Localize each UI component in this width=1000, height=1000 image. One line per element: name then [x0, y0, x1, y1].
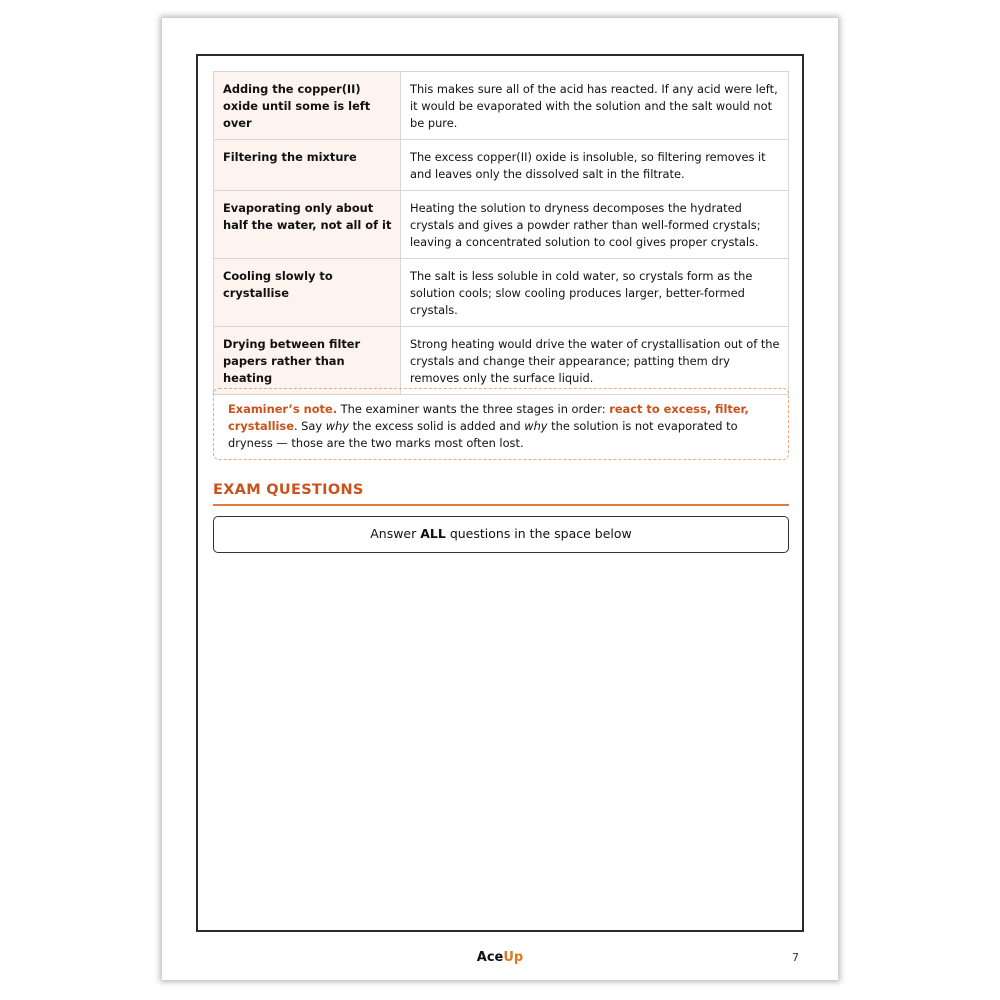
- table-row: [214, 72, 789, 140]
- instruction-text: Answer: [370, 526, 421, 541]
- examiner-note-text: the solution is not evaporated to dryness — those are the two marks most often lost.: [228, 419, 738, 450]
- examiner-note-text: the excess solid is added and: [349, 419, 525, 433]
- instruction-emphasis: ALL: [420, 526, 446, 541]
- step-cell: Drying between filter papers rather than heating: [214, 327, 401, 395]
- examiner-note-emphasis: why: [524, 419, 548, 433]
- step-cell: Adding the copper(II) oxide until some is left over: [214, 72, 401, 140]
- step-cell: Filtering the mixture: [214, 140, 401, 191]
- steps-reasons-table: [213, 71, 789, 395]
- instruction-text: questions in the space below: [445, 526, 632, 541]
- brand-logo: [440, 950, 560, 965]
- examiner-note-stages: react to excess, filter, crystallise: [228, 402, 749, 433]
- table-row: [214, 191, 789, 259]
- reason-cell: Strong heating would drive the water of crystallisation out of the crystals and change their appearance; patting them dry removes only the surface liquid.: [401, 327, 789, 395]
- examiner-note-emphasis: why: [325, 419, 350, 433]
- reason-cell: The salt is less soluble in cold water, so crystals form as the solution cools; slow cooling produces larger, better-formed crystals.: [401, 259, 789, 327]
- page-number: 7: [792, 951, 799, 964]
- reason-cell: This makes sure all of the acid has reacted. If any acid were left, it would be evaporated with the solution and the salt would not be pure.: [401, 72, 789, 140]
- examiner-note-text: The examiner wants the three stages in order:: [337, 402, 610, 416]
- examiner-note-lead: Examiner’s note.: [228, 402, 338, 416]
- reason-cell: The excess copper(II) oxide is insoluble, so filtering removes it and leaves only the dissolved salt in the filtrate.: [401, 140, 789, 191]
- answer-instruction-box: [213, 516, 789, 553]
- step-cell: Cooling slowly to crystallise: [214, 259, 401, 327]
- examiner-note: [213, 388, 789, 460]
- table-row: [214, 327, 789, 395]
- exam-questions-heading: EXAM QUESTIONS: [213, 482, 789, 506]
- brand-logo-part2: Up: [503, 950, 524, 965]
- reason-cell: Heating the solution to dryness decomposes the hydrated crystals and gives a powder rather than well-formed crystals; leaving a concentrated solution to cool gives proper crystals.: [401, 191, 789, 259]
- step-cell: Evaporating only about half the water, not all of it: [214, 191, 401, 259]
- brand-logo-part1: Ace: [476, 950, 504, 965]
- table-row: [214, 259, 789, 327]
- examiner-note-text: . Say: [293, 419, 326, 433]
- table-row: [214, 140, 789, 191]
